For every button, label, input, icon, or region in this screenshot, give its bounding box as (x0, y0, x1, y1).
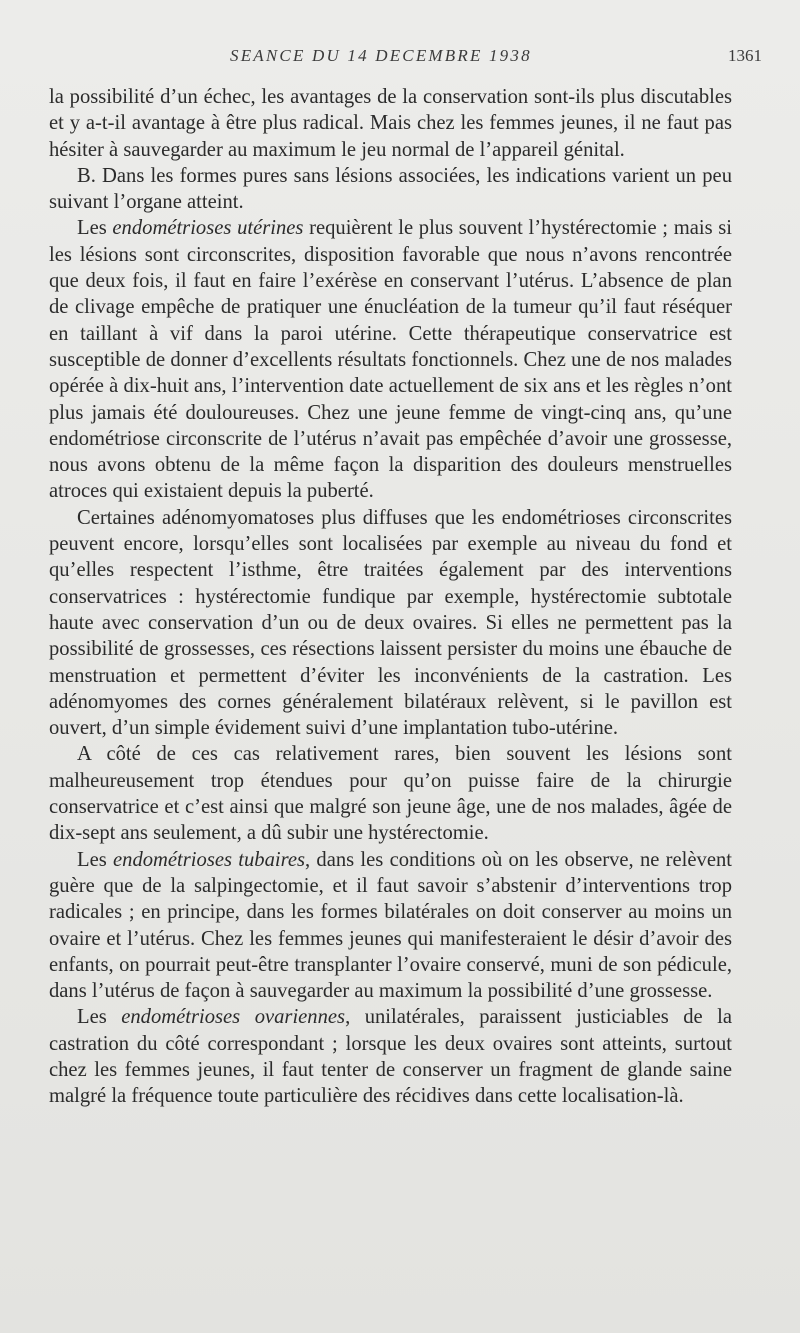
paragraph-6 (49, 847, 732, 1005)
paragraph-7 (49, 1004, 732, 1109)
paragraph-7-lead: Les (77, 1006, 122, 1029)
paragraph-4: Certaines adénomyomatoses plus diffuses que les endométrioses circonscrites peuvent encore, lorsqu’elles sont localisées par exemple au niveau du fond et qu’elles respectent l’isthme, être traitées également par des interventions conservatrices : hystérectomie fundique par exemple, hystérectomie subtotale haute avec conservation d’un ou de deux ovaires. Si elles ne permettent pas la possibilité de grossesses, ces résections laissent persister du moins une ébauche de menstruation et permettent d’éviter les inconvénients de la castration. Les adénomyomes des cornes généralement bilatéraux relèvent, si le pavillon est ouvert, d’un simple évidement suivi d’une implantation tubo-utérine. (49, 506, 732, 740)
running-title: SEANCE DU 14 DECEMBRE 1938 (230, 46, 532, 65)
paragraph-7-rest: , unilatérales, paraissent justiciables de la castration du côté correspondant ; lorsque les deux ovaires sont atteints, surtout chez les femmes jeunes, il faut tenter de conserver un fragment de glande saine malgré la fréquence toute particulière des récidives dans cette localisation-là. (49, 1006, 733, 1108)
term-uterine: endométrioses utérines (112, 217, 304, 240)
body-text (49, 84, 732, 1110)
paragraph-3 (49, 215, 732, 504)
paragraph-3-lead: Les (77, 217, 113, 240)
page-number: 1361 (728, 46, 762, 65)
paragraph-6-lead: Les (77, 848, 114, 871)
paragraph-5: A côté de ces cas relativement rares, bien souvent les lésions sont malheureusement trop étendues pour qu’on puisse faire de la chirurgie conservatrice et c’est ainsi que malgré son jeune âge, une de nos malades, âgée de dix-sept ans seulement, a dû subir une hystérectomie. (49, 743, 732, 845)
term-ovarian: endométrioses ovariennes (121, 1006, 346, 1029)
term-tubal: endométrioses tubaires (113, 848, 305, 871)
paragraph-2: B. Dans les formes pures sans lésions associées, les indications varient un peu suivant l’organe atteint. (49, 164, 732, 214)
paragraph-1: la possibilité d’un échec, les avantages de la conservation sont-ils plus discutables et y a-t-il avantage à être plus radical. Mais chez les femmes jeunes, il ne faut pas hésiter à sauvegarder au maximum le jeu normal de l’appareil génital. (49, 86, 732, 161)
running-head (0, 46, 800, 74)
paragraph-3-rest: requièrent le plus souvent l’hystérectomie ; mais si les lésions sont circonscrites, disposition favorable que nous n’avons rencontrée que deux fois, il faut en faire l’exérèse en conservant l’utérus. L’absence de plan de clivage empêche de pratiquer une énucléation de la tumeur qu’il faut réséquer en taillant à vif dans la paroi utérine. Cette thérapeutique conservatrice est susceptible de donner d’excellents résultats fonctionnels. Chez une de nos malades opérée à dix-huit ans, l’intervention date actuellement de six ans et les règles n’ont plus jamais été douloureuses. Chez une jeune femme de vingt-cinq ans, qu’une endométriose circonscrite de l’utérus n’avait pas empêchée d’avoir une grossesse, nous avons obtenu de la même façon la disparition des douleurs menstruelles atroces qui existaient depuis la puberté. (49, 217, 733, 503)
paragraph-6-rest: , dans les conditions où on les observe, ne relèvent guère que de la salpingectomie, et il faut savoir s’abstenir d’interventions trop radicales ; en principe, dans les formes bilatérales on doit conserver au moins un ovaire et l’utérus. Chez les femmes jeunes qui manifesteraient le désir d’avoir des enfants, on pourrait peut-être transplanter l’ovaire conservé, muni de son pédicule, dans l’utérus de façon à sauvegarder au maximum la possibilité d’une grossesse. (49, 848, 732, 1003)
